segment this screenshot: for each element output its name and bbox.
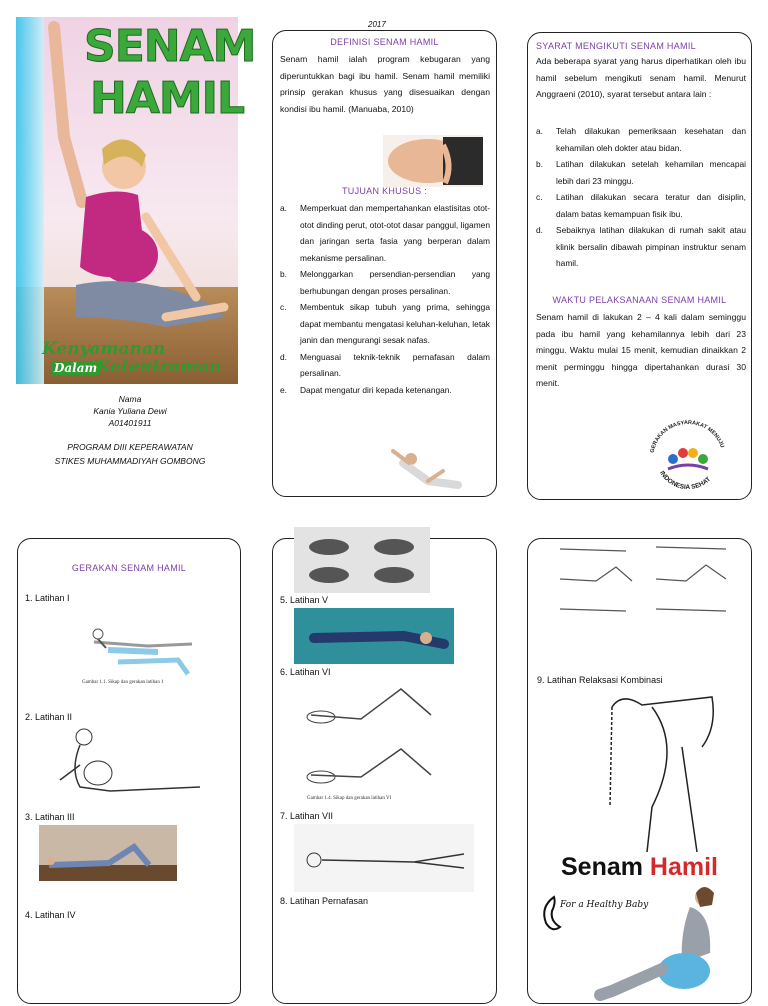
- definisi-heading: DEFINISI SENAM HAMIL: [330, 37, 439, 47]
- latihan-4-label: 4. Latihan IV: [25, 910, 76, 920]
- latihan-3-label: 3. Latihan III: [25, 812, 75, 822]
- list-item: a. Telah dilakukan pemeriksaan kesehatan dan kehamilan oleh dokter atau bidan.: [536, 126, 746, 153]
- cover-tagline-kenyamanan: Kenyamanan: [42, 339, 166, 359]
- latihan-1-label: 1. Latihan I: [25, 593, 70, 603]
- program-name: PROGRAM DIII KEPERAWATAN: [67, 442, 193, 452]
- school-name: STIKES MUHAMMADIYAH GOMBONG: [54, 456, 206, 466]
- latihan-8-label: 8. Latihan Pernafasan: [280, 896, 369, 906]
- year-label: 2017: [368, 20, 386, 29]
- list-item: a. Memperkuat dan mempertahankan elastisitas otot-otot dinding perut, otot-otot dasar panggul, ligamen dan jaringan serta fasia yang berperan dalam mekanisme persalinan.: [280, 203, 490, 263]
- gerakan-panel: [17, 538, 241, 1004]
- list-item: b. Latihan dilakukan setelah kehamilan mencapai lebih dari 23 minggu.: [536, 159, 746, 186]
- brand-title: [528, 853, 751, 882]
- latihan-6-caption: Gambar 1.4. Sikap dan gerakan latihan VI: [307, 796, 392, 801]
- brand-slogan: For a Healthy Baby: [560, 900, 649, 910]
- syarat-intro: Ada beberapa syarat yang harus diperhatikan oleh ibu hamil sebelum mengikuti senam hamil. Menurut Anggraeni (2010), syarat tersebut antara lain :: [536, 56, 746, 99]
- latihan-8-figures: [556, 539, 731, 627]
- logo-top-text: GERAKAN MASYARAKAT MENUJU: [649, 419, 725, 454]
- syarat-list: [536, 123, 746, 272]
- pregnant-belly-photo: [383, 135, 483, 187]
- author-name-label: Nama: [118, 394, 142, 404]
- gerakan-heading: GERAKAN SENAM HAMIL: [71, 563, 187, 573]
- waktu-text: Senam hamil di lakukan 2 – 4 kali dalam seminggu pada ibu hamil yang kehamilannya lebih dari 23 minggu. Waktu mulai 15 menit, kemudian dinaikkan 2 menit perminggu hingga dipertahankan durasi 30 menit.: [536, 312, 746, 388]
- brand-senam: Senam: [560, 853, 643, 881]
- yoga-pose-photo: [383, 441, 468, 493]
- waktu-heading: WAKTU PELAKSANAAN SENAM HAMIL: [552, 295, 727, 305]
- tujuan-list: [280, 200, 490, 398]
- author-name: Kania Yuliana Dewi: [93, 406, 167, 416]
- list-item: d. Sebaiknya latihan dilakukan di rumah sakit atau klinik bersalin dibawah pimpinan instruktur senam hamil.: [536, 225, 746, 268]
- latihan-4-figure: [294, 527, 430, 593]
- logo-bottom-text: INDONESIA SEHAT: [658, 469, 713, 492]
- author-nim: A01401911: [108, 418, 152, 428]
- brand-hamil: Hamil: [649, 853, 719, 881]
- tujuan-heading: TUJUAN KHUSUS :: [341, 186, 427, 196]
- latihan-6-label: 6. Latihan VI: [280, 667, 331, 677]
- pregnant-woman-ball-photo: [592, 883, 742, 1003]
- latihan-3-photo: [39, 825, 177, 881]
- latihan-2-figure: [50, 725, 208, 807]
- latihan-5-label: 5. Latihan V: [280, 595, 329, 605]
- cover-image: [16, 17, 256, 384]
- latihan-1-figure: [88, 612, 198, 680]
- cover-tagline-ketentraman: Ketentraman: [96, 357, 222, 377]
- latihan-7-label: 7. Latihan VII: [280, 811, 334, 821]
- latihan-7-figure: [294, 824, 474, 892]
- latihan-1-caption: Gambar 1.1. Sikap dan gerakan latihan 1: [82, 680, 164, 685]
- list-item: e. Dapat mengatur diri kepada ketenangan.: [280, 384, 452, 395]
- definisi-panel: [272, 30, 497, 497]
- latihan-2-label: 2. Latihan II: [25, 712, 73, 722]
- germas-logo: [643, 415, 733, 497]
- syarat-heading: SYARAT MENGIKUTI SENAM HAMIL: [536, 41, 696, 51]
- back-panel: [527, 538, 752, 1004]
- definisi-text: Senam hamil ialah program kebugaran yang diperuntukkan bagi ibu hamil. Senam hamil memiliki prinsip gerakan khusus yang disesuaikan dengan kondisi ibu hamil. (Manuaba, 2010): [280, 54, 490, 114]
- relaksasi-figure: [592, 687, 722, 857]
- list-item: c. Latihan dilakukan secara teratur dan disiplin, dalam batas kemampuan fisik ibu.: [536, 192, 746, 219]
- list-item: d. Menguasai teknik-teknik pernafasan dalam persalinan.: [280, 351, 490, 378]
- latihan-6-figure: [301, 679, 441, 789]
- cover-title-hamil: HAMIL: [90, 73, 245, 124]
- latihan-9-label: 9. Latihan Relaksasi Kombinasi: [537, 675, 663, 685]
- cover-title-senam: SENAM: [84, 21, 256, 72]
- latihan-5-photo: [294, 608, 454, 664]
- syarat-panel: [527, 32, 752, 500]
- cover-tagline-dalam: Dalam: [54, 361, 98, 375]
- list-item: c. Membentuk sikap tubuh yang prima, sehingga dapat membantu mengatasi keluhan-keluhan, letak janin dan mengurangi sesak nafas.: [280, 302, 490, 345]
- gerakan2-panel: [272, 538, 497, 1004]
- list-item: b. Melonggarkan persendian-persendian yang berhubungan dengan proses persalinan.: [280, 269, 490, 296]
